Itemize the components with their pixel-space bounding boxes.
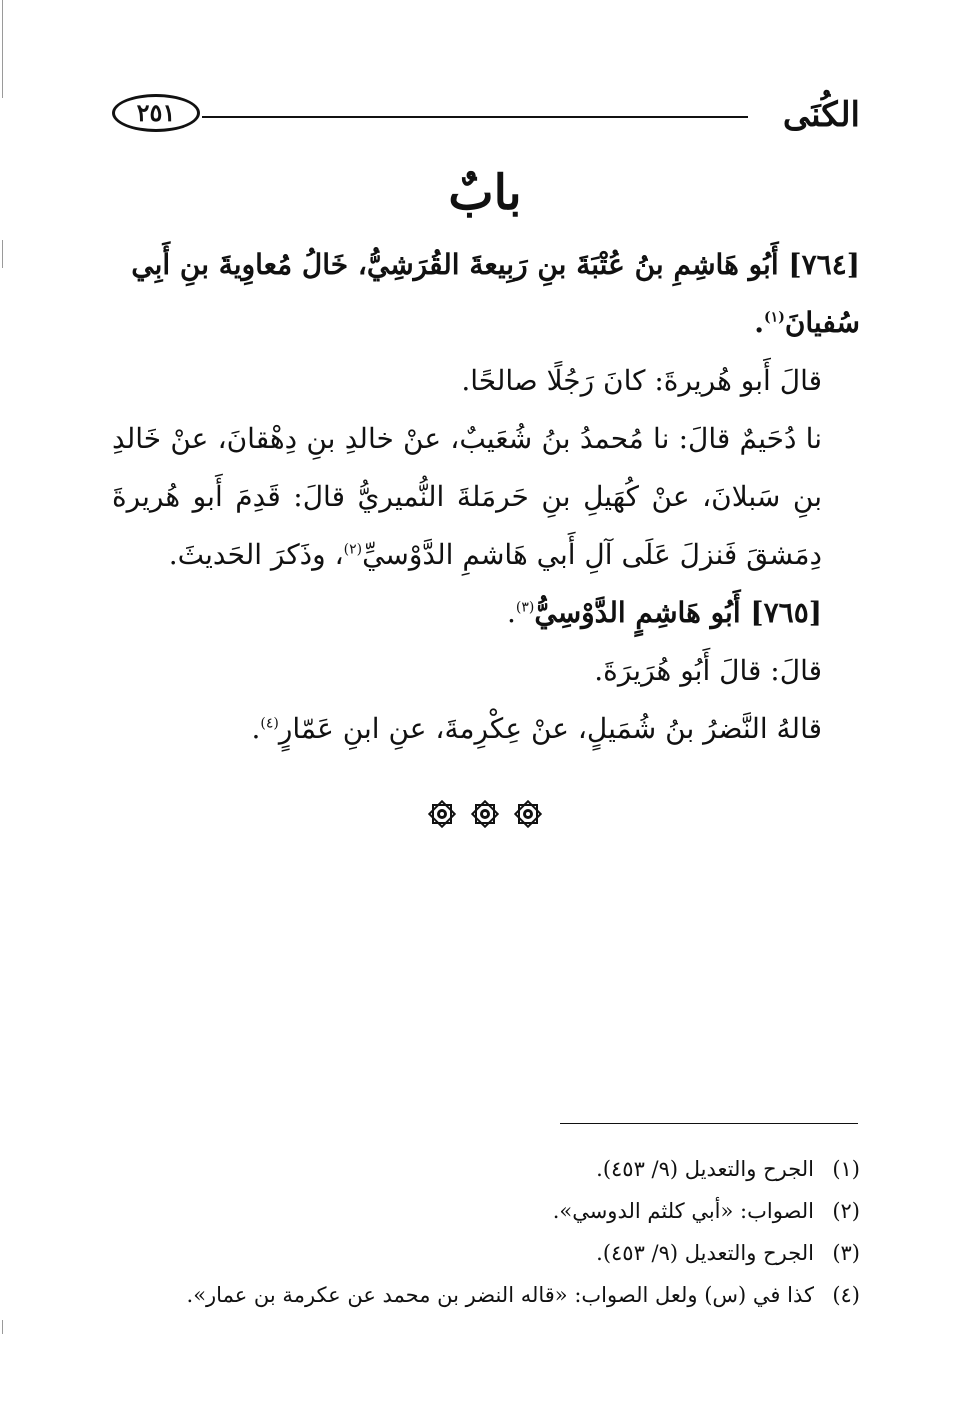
footnote-text: الجرح والتعديل (٩/ ٤٥٣). — [596, 1157, 814, 1181]
floral-ornament-icon — [471, 800, 499, 828]
entry-764-heading: [٧٦٤] أَبُو هَاشِمِ بنُ عُتْبَةَ بنِ رَبِيعةَ القُرَشِيُّ، خَالُ مُعاوِيةَ بنِ أَبِي سُفيانَ$^{(١)}$. — [131, 248, 860, 339]
entry-764-paragraph-1: قالَ أَبو هُريرةَ: كانَ رَجُلًا صالحًا. — [461, 364, 822, 397]
footnote-ref: (٣) — [515, 599, 535, 616]
entry-name: أَبُو هَاشِمٍ الدَّوْسِيُّ — [534, 596, 741, 629]
entry-765-paragraph-1: قالَ: قالَ أَبُو هُرَيرَةَ. — [594, 654, 822, 687]
footnote-ref: (١) — [764, 309, 785, 326]
footnote-1 — [112, 1148, 860, 1190]
entry-number: [٧٦٤] — [788, 248, 860, 281]
footnote-ref: (٤) — [260, 715, 279, 732]
page-edge-mark — [2, 1320, 3, 1334]
footnote-3 — [112, 1232, 860, 1274]
entry-765-heading: [٧٦٥] أَبُو هَاشِمٍ الدَّوْسِيُّ$^{(٣)}$. — [506, 596, 822, 629]
footnote-number: (٤) — [832, 1283, 860, 1307]
page-number: ٢٥١ — [136, 98, 176, 127]
footnote-text: كذا في (س) ولعل الصواب: «قاله النضر بن محمد عن عكرمة بن عمار». — [186, 1283, 814, 1307]
footnote-4 — [112, 1274, 860, 1316]
header-rule — [202, 116, 748, 118]
entry-name-cont: سُفيانَ — [784, 306, 860, 339]
footnote-2 — [112, 1190, 860, 1232]
footnotes — [112, 1148, 860, 1316]
entry-name: أَبُو هَاشِمِ بنُ عُتْبَةَ بنِ رَبِيعةَ القُرَشِيُّ، خَالُ مُعاوِيةَ بنِ أَبِي — [131, 248, 779, 281]
footnote-number: (٢) — [832, 1199, 860, 1223]
footnote-number: (٣) — [832, 1241, 860, 1265]
footnote-text: الصواب: «أبي كلثم الدوسي». — [552, 1199, 814, 1223]
footnote-number: (١) — [832, 1157, 860, 1181]
running-title: الكُنَى — [782, 95, 860, 135]
entry-764-paragraph-2: نا دُحَيمٌ قالَ: نا مُحمدُ بنُ شُعَيبٌ، عنْ خالدِ بنِ دِهْقانَ، عنْ خَالدِ بنِ سَبلانَ، عنْ كُهَيلِ بنِ حَرمَلةَ النُّميريُّ قالَ: قَدِمَ أَبو هُريرةَ دِمَشقَ فَنزلَ عَلَى آلِ أَبي هَاشمِ الدَّوْسيِّ$^{(٢)}$، وذَكرَ الحَديثَ. — [112, 422, 822, 571]
page-header — [112, 92, 860, 142]
chapter-title: بابٌ — [448, 165, 522, 221]
footnote-ref: (٢) — [343, 541, 363, 558]
entry-765-paragraph-2: قالهُ النَّضرُ بنُ شُمَيلٍ، عنْ عِكْرِمةَ، عنِ ابنِ عَمّارٍ$^{(٤)}$. — [251, 712, 822, 745]
floral-ornament-icon — [428, 800, 456, 828]
page-edge-mark — [2, 240, 3, 268]
floral-ornament-icon — [514, 800, 542, 828]
main-text — [112, 236, 860, 758]
section-end-ornaments — [0, 800, 970, 828]
page-edge-line — [2, 0, 3, 98]
page-number-badge — [112, 94, 200, 132]
entry-number: [٧٦٥] — [750, 596, 822, 629]
footnote-text: الجرح والتعديل (٩/ ٤٥٣). — [596, 1241, 814, 1265]
footnote-separator — [560, 1123, 858, 1124]
